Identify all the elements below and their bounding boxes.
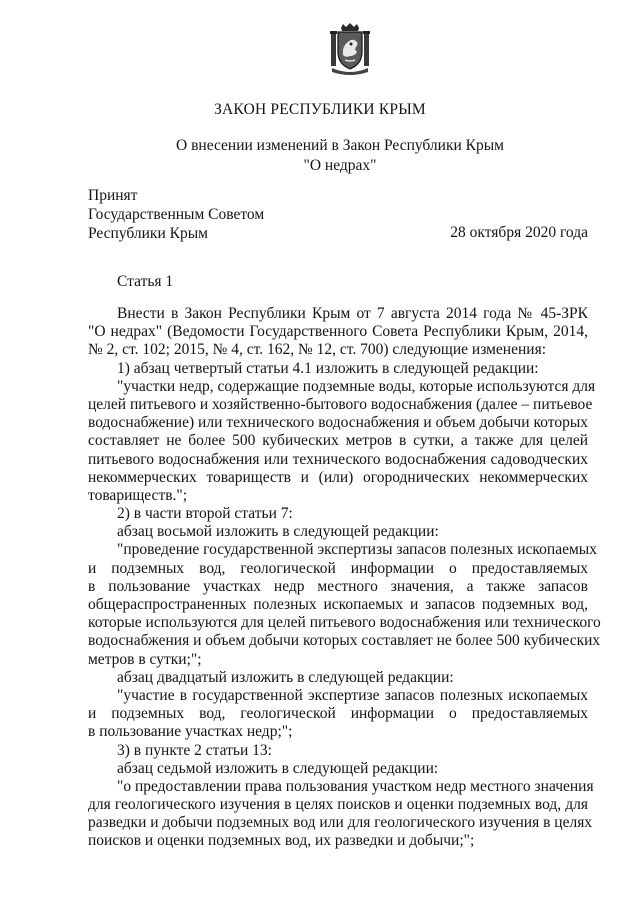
- article-line: "О недрах" (Ведомости Государственного Совета Республики Крым, 2014,: [88, 323, 588, 341]
- article-line: абзац восьмой изложить в следующей редакции:: [117, 523, 439, 541]
- document-subtitle: [0, 136, 640, 176]
- article-line: "о предоставлении права пользования участком недр местного значения: [117, 777, 594, 795]
- article-line: № 2, ст. 102; 2015, № 4, ст. 162, № 12, ст. 700) следующие изменения:: [88, 341, 546, 359]
- subtitle-line: "О недрах": [303, 157, 377, 174]
- article-line: абзац седьмой изложить в следующей редакции:: [117, 759, 439, 777]
- article-line: 3) в пункте 2 статьи 13:: [117, 741, 272, 759]
- article-body: [88, 305, 601, 851]
- article-line: поисков и оценки подземных вод, их разведки и добычи;";: [88, 832, 475, 850]
- article-line: для геологического изучения в целях поисков и оценки подземных вод, для: [88, 796, 588, 814]
- article-line: некоммерческих товариществ и (или) огороднических некоммерческих: [88, 468, 588, 486]
- article-line: разведки и добычи подземных вод или для геологического изучения в целях: [88, 814, 593, 832]
- adoption-block: [88, 186, 264, 243]
- document-title: ЗАКОН РЕСПУБЛИКИ КРЫМ: [214, 101, 426, 118]
- article-line: целей питьевого и хозяйственно-бытового водоснабжения (далее – питьевое: [88, 395, 593, 413]
- adoption-line: Принят: [88, 187, 138, 204]
- article-line: питьевого водоснабжения или технического водоснабжения садоводческих: [88, 450, 588, 468]
- article-line: и подземных вод, геологической информации о предоставляемых: [88, 705, 588, 723]
- article-heading: Статья 1: [117, 273, 174, 290]
- article-line: "участки недр, содержащие подземные воды, которые используются для: [117, 377, 596, 395]
- article-line: Внести в Закон Республики Крым от 7 августа 2014 года № 45-ЗРК: [117, 305, 588, 322]
- adoption-line: Государственным Советом: [88, 206, 265, 223]
- article-line: водоснабжение) или технического водоснабжения и объем добычи которых: [88, 414, 588, 432]
- adoption-date: 28 октября 2020 года: [450, 224, 588, 241]
- subtitle-line: О внесении изменений в Закон Республики Крым: [176, 137, 504, 154]
- article-line: 2) в части второй статьи 7:: [117, 505, 293, 523]
- article-line: товариществ.";: [88, 486, 188, 504]
- article-line: которые используются для целей питьевого водоснабжения или технического: [88, 614, 601, 632]
- adoption-line: Республики Крым: [88, 225, 208, 242]
- article-line: абзац двадцатый изложить в следующей редакции:: [117, 668, 454, 686]
- article-line: общераспространенных полезных ископаемых и запасов подземных вод,: [88, 596, 588, 613]
- article-line: водоснабжения и объем добычи которых составляет не более 500 кубических: [88, 632, 601, 650]
- article-line: метров в сутки;";: [88, 650, 202, 668]
- article-line: "участие в государственной экспертизе запасов полезных ископаемых: [117, 686, 588, 704]
- article-line: "проведение государственной экспертизы запасов полезных ископаемых: [117, 541, 597, 559]
- article-line: 1) абзац четвертый статьи 4.1 изложить в следующей редакции:: [117, 359, 539, 377]
- article-line: в пользование участках недр местного значения, а также запасов: [88, 577, 588, 595]
- article-line: в пользование участках недр;";: [88, 723, 293, 741]
- article-line: и подземных вод, геологической информации о предоставляемых: [88, 559, 588, 577]
- crimea-coat-of-arms-icon: [328, 22, 372, 76]
- article-line: составляет не более 500 кубических метров в сутки, а также для целей: [88, 432, 588, 450]
